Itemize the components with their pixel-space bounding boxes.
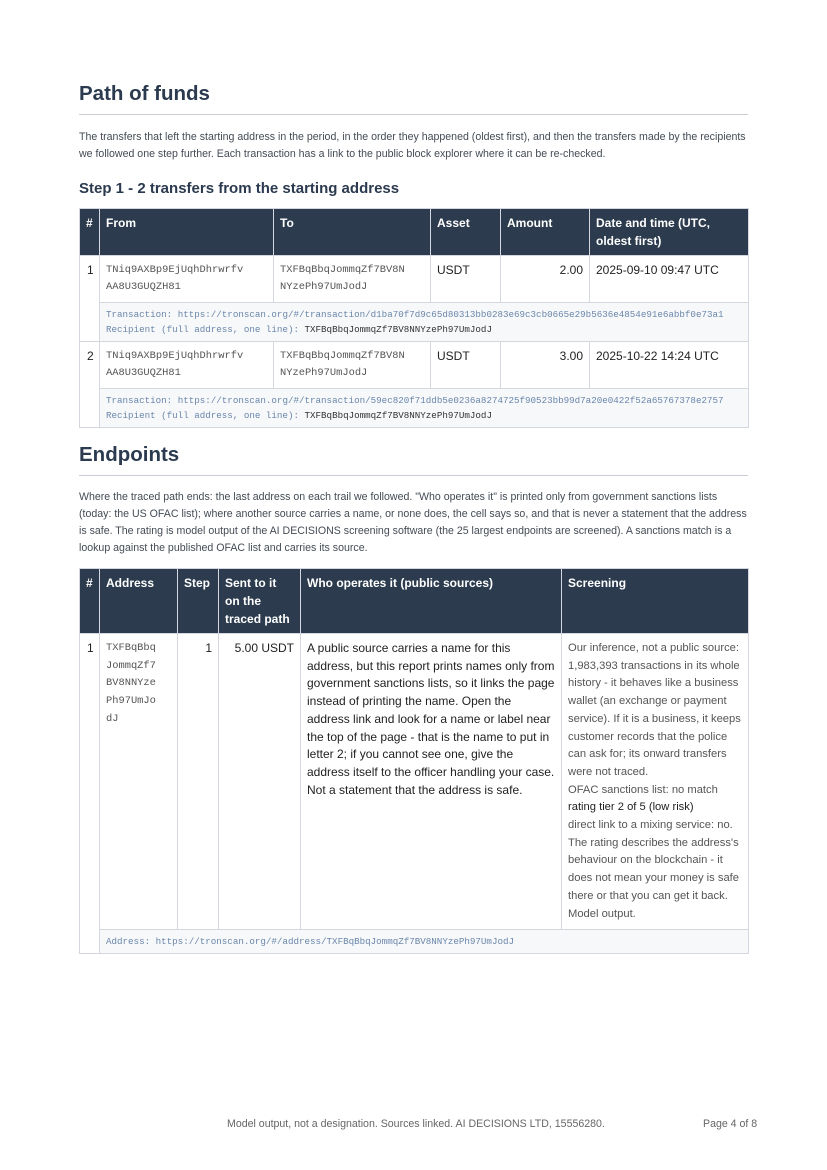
amount: 3.00: [501, 342, 590, 389]
address-line: JommqZf7: [106, 659, 156, 672]
recipient-label: Recipient (full address, one line):: [106, 324, 299, 335]
model-output-note: Model output.: [568, 907, 636, 920]
transaction-link[interactable]: https://tronscan.org/#/transaction/d1ba70f7d9c65d80313bb0283e69c3cb0665e29b5636e4854e91e6abbf0e73a1: [177, 309, 724, 320]
datetime: 2025-10-22 14:24 UTC: [590, 342, 749, 389]
col-header-asset: Asset: [431, 209, 501, 256]
address-detail: [100, 930, 749, 954]
rating-tier: rating tier 2 of 5 (low risk): [568, 801, 694, 814]
table-row: [80, 342, 749, 389]
col-header-screening: Screening: [562, 569, 749, 634]
col-header-sent: Sent to it on the traced path: [219, 569, 301, 634]
address-detail-row: [80, 930, 749, 954]
col-header-address: Address: [100, 569, 178, 634]
transfers-table: [79, 208, 749, 428]
table-row: [80, 256, 749, 303]
col-header-num: #: [80, 569, 100, 634]
endpoints-table: [79, 568, 749, 954]
path-of-funds-intro: The transfers that left the starting address in the period, in the order they happened (oldest first), and then the transfers made by the recipients we followed one step further. Each transaction has a link to the public block explorer where it can be re-checked.: [79, 131, 746, 160]
address-line: Ph97UmJo: [106, 695, 156, 708]
col-header-to: To: [274, 209, 431, 256]
sent-value: 5.00 USDT: [219, 634, 301, 930]
col-header-operator: Who operates it (public sources): [301, 569, 562, 634]
row-number: 1: [80, 256, 100, 342]
footer-text: Model output, not a designation. Sources linked. AI DECISIONS LTD, 15556280.: [227, 1118, 605, 1130]
address-line: TXFBqBbq: [106, 642, 156, 654]
col-header-step: Step: [178, 569, 219, 634]
operator-text: A public source carries a name for this address, but this report prints names only from government sanctions lists, so it links the page instead of printing the name. Open the address link and look for a name or label near the top of the page - that is the name to put in letter 2; if you cannot see one, give the address itself to the officer handling your case. Not a statement that the address is safe.: [301, 634, 562, 930]
transaction-detail: [100, 389, 749, 428]
endpoint-address: [100, 634, 178, 930]
address-line: BV8NNYze: [106, 677, 156, 690]
table-row: [80, 634, 749, 930]
endpoints-header-row: [80, 569, 749, 634]
col-header-from: From: [100, 209, 274, 256]
step-value: 1: [178, 634, 219, 930]
to-address: [274, 342, 431, 389]
col-header-num: #: [80, 209, 100, 256]
transaction-link[interactable]: https://tronscan.org/#/transaction/59ec820f71ddb5e0236a8274725f90523bb99d7a20e0422f52a65767378e2757: [177, 395, 724, 406]
from-address: [100, 256, 274, 303]
transaction-detail-row: [80, 389, 749, 428]
transaction-detail: [100, 303, 749, 342]
from-address-line1: TNiq9AXBp9EjUqhDhrwrfv: [106, 350, 244, 362]
step-1-heading: Step 1 - 2 transfers from the starting address: [79, 180, 400, 197]
transfers-header-row: [80, 209, 749, 256]
recipient-label: Recipient (full address, one line):: [106, 410, 299, 421]
row-number: 2: [80, 342, 100, 428]
to-address-line2: NYzePh97UmJodJ: [280, 367, 368, 379]
mixing-link: direct link to a mixing service: no.: [568, 819, 733, 832]
datetime: 2025-09-10 09:47 UTC: [590, 256, 749, 303]
amount: 2.00: [501, 256, 590, 303]
transaction-label: Transaction:: [106, 395, 173, 406]
ofac-result: OFAC sanctions list: no match: [568, 783, 718, 796]
address-line: dJ: [106, 712, 119, 725]
to-address-line2: NYzePh97UmJodJ: [280, 281, 368, 293]
rating-note: The rating describes the address's behaviour on the blockchain - it does not mean your money is safe there or that you can get it back.: [568, 836, 740, 902]
address-link[interactable]: https://tronscan.org/#/address/TXFBqBbqJommqZf7BV8NNYzePh97UmJodJ: [155, 936, 514, 948]
row-number: 1: [80, 634, 100, 954]
col-header-amount: Amount: [501, 209, 590, 256]
asset: USDT: [431, 342, 501, 389]
endpoints-intro: Where the traced path ends: the last address on each trail we followed. "Who operates it" is printed only from government sanctions lists (today: the US OFAC list); where another source carries a name, or none does, the cell says so, and that is never a statement that the address is safe. The rating is model output of the AI DECISIONS screening software (the 25 largest endpoints are screened). A sanctions match is a lookup against the published OFAC list and carries its source.: [79, 491, 747, 554]
from-address: [100, 342, 274, 389]
transaction-detail-row: [80, 303, 749, 342]
from-address-line1: TNiq9AXBp9EjUqhDhrwrfv: [106, 264, 244, 276]
recipient-full-address: TXFBqBbqJommqZf7BV8NNYzePh97UmJodJ: [304, 324, 492, 335]
transaction-label: Transaction:: [106, 309, 173, 320]
address-label: Address:: [106, 936, 151, 948]
col-header-datetime: Date and time (UTC, oldest first): [590, 209, 749, 256]
to-address-line1: TXFBqBbqJommqZf7BV8N: [280, 350, 405, 362]
endpoints-heading: Endpoints: [79, 443, 748, 476]
page-number: Page 4 of 8: [703, 1118, 758, 1130]
screening-cell: [562, 634, 749, 930]
asset: USDT: [431, 256, 501, 303]
from-address-line2: AA8U3GUQZH81: [106, 281, 181, 293]
from-address-line2: AA8U3GUQZH81: [106, 367, 181, 379]
path-of-funds-heading: Path of funds: [79, 82, 748, 115]
screening-inference: Our inference, not a public source: 1,983,393 transactions in its whole history - it behaves like a business wallet (an exchange or payment service). If it is a business, it keeps customer records that the police can ask for; its onward transfers were not traced.: [568, 642, 741, 778]
recipient-full-address: TXFBqBbqJommqZf7BV8NNYzePh97UmJodJ: [304, 410, 492, 421]
to-address: [274, 256, 431, 303]
to-address-line1: TXFBqBbqJommqZf7BV8N: [280, 264, 405, 276]
